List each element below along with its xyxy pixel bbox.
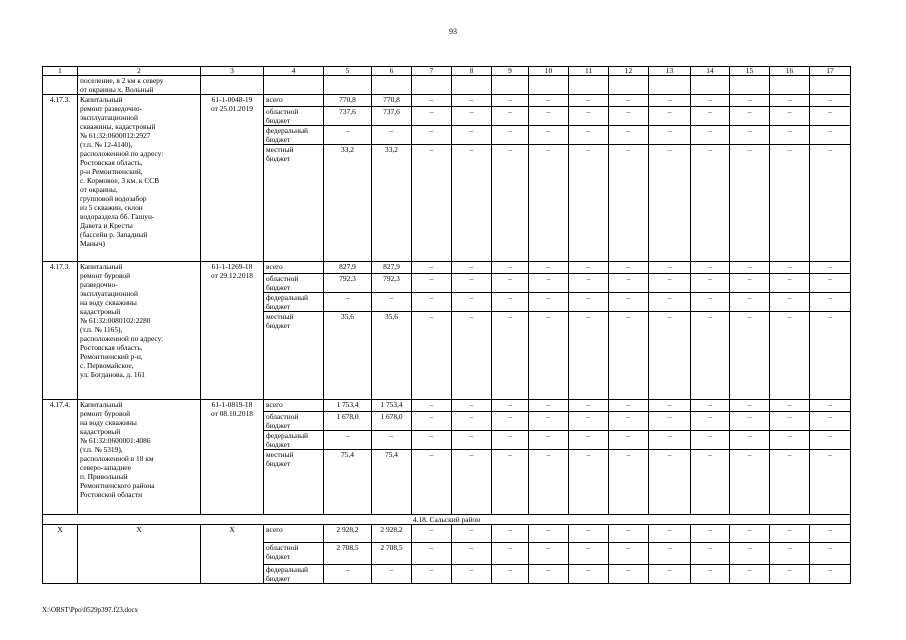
value-col8: –	[452, 400, 492, 412]
value-col9: –	[492, 293, 529, 312]
value-col6: 75,4	[372, 450, 412, 515]
summary-mark: Х	[43, 525, 78, 584]
column-number: 8	[452, 67, 492, 76]
section-row	[43, 515, 851, 525]
cell-empty	[529, 76, 569, 95]
value-col12: –	[609, 543, 649, 565]
value-col6: 1 753,4	[372, 400, 412, 412]
value-col9: –	[492, 431, 529, 450]
value-col10: –	[529, 400, 569, 412]
value-col14: –	[691, 126, 730, 145]
value-col8: –	[452, 431, 492, 450]
value-col6: 770,8	[372, 95, 412, 107]
footer-file-path: X:\ORST\Ppo\0529p397.f23.docx	[42, 606, 139, 614]
value-col5: 33,2	[324, 145, 372, 262]
table-row	[43, 400, 851, 412]
column-number: 13	[649, 67, 691, 76]
funding-source: федеральный бюджет	[264, 431, 324, 450]
value-col5: 827,9	[324, 262, 372, 274]
value-col17: –	[810, 293, 851, 312]
funding-source: федеральный бюджет	[264, 565, 324, 584]
value-col7: –	[412, 107, 452, 126]
funding-source: областной бюджет	[264, 412, 324, 431]
value-col14: –	[691, 107, 730, 126]
value-col8: –	[452, 126, 492, 145]
funding-source: областной бюджет	[264, 543, 324, 565]
value-col15: –	[730, 274, 770, 293]
value-col13: –	[649, 400, 691, 412]
value-col17: –	[810, 450, 851, 515]
funding-source: областной бюджет	[264, 107, 324, 126]
value-col12: –	[609, 293, 649, 312]
value-col9: –	[492, 412, 529, 431]
value-col14: –	[691, 262, 730, 274]
value-col13: –	[649, 312, 691, 400]
page-number: 93	[449, 27, 457, 36]
value-col9: –	[492, 525, 529, 543]
value-col7: –	[412, 312, 452, 400]
value-col7: –	[412, 412, 452, 431]
value-col10: –	[529, 412, 569, 431]
value-col8: –	[452, 543, 492, 565]
value-col8: –	[452, 145, 492, 262]
value-col8: –	[452, 450, 492, 515]
cell-empty	[691, 76, 730, 95]
value-col11: –	[569, 412, 609, 431]
value-col6: –	[372, 293, 412, 312]
cell-empty	[649, 76, 691, 95]
value-col14: –	[691, 450, 730, 515]
value-col17: –	[810, 565, 851, 584]
value-col7: –	[412, 126, 452, 145]
object-number: 4.17.3.	[43, 262, 78, 400]
value-col8: –	[452, 565, 492, 584]
column-number: 5	[324, 67, 372, 76]
value-col14: –	[691, 400, 730, 412]
value-col17: –	[810, 126, 851, 145]
value-col11: –	[569, 450, 609, 515]
value-col15: –	[730, 543, 770, 565]
value-col9: –	[492, 565, 529, 584]
value-col8: –	[452, 274, 492, 293]
summary-mark: Х	[201, 525, 264, 584]
value-col12: –	[609, 274, 649, 293]
value-col11: –	[569, 431, 609, 450]
value-col16: –	[770, 95, 810, 107]
value-col17: –	[810, 262, 851, 274]
value-col8: –	[452, 95, 492, 107]
value-col16: –	[770, 400, 810, 412]
value-col17: –	[810, 95, 851, 107]
value-col14: –	[691, 412, 730, 431]
object-number: 4.17.3.	[43, 95, 78, 262]
value-col6: –	[372, 431, 412, 450]
column-number: 14	[691, 67, 730, 76]
value-col12: –	[609, 262, 649, 274]
value-col13: –	[649, 412, 691, 431]
value-col6: –	[372, 126, 412, 145]
value-col12: –	[609, 126, 649, 145]
value-col5: 2 928,2	[324, 525, 372, 543]
column-number: 11	[569, 67, 609, 76]
section-title: 4.18. Сальский район	[43, 515, 851, 525]
value-col9: –	[492, 107, 529, 126]
value-col16: –	[770, 126, 810, 145]
value-col10: –	[529, 450, 569, 515]
cell-empty	[324, 76, 372, 95]
value-col7: –	[412, 262, 452, 274]
value-col13: –	[649, 107, 691, 126]
financing-table	[42, 66, 851, 584]
value-col15: –	[730, 450, 770, 515]
value-col9: –	[492, 145, 529, 262]
value-col16: –	[770, 107, 810, 126]
value-col5: 792,3	[324, 274, 372, 293]
value-col8: –	[452, 312, 492, 400]
value-col6: 1 678,0	[372, 412, 412, 431]
value-col5: –	[324, 293, 372, 312]
cell-empty	[770, 76, 810, 95]
value-col11: –	[569, 543, 609, 565]
value-col10: –	[529, 565, 569, 584]
value-col9: –	[492, 312, 529, 400]
value-col5: 770,8	[324, 95, 372, 107]
value-col11: –	[569, 95, 609, 107]
value-col7: –	[412, 431, 452, 450]
value-col15: –	[730, 431, 770, 450]
value-col5: 1 678,0	[324, 412, 372, 431]
value-col9: –	[492, 450, 529, 515]
column-number: 7	[412, 67, 452, 76]
column-number: 4	[264, 67, 324, 76]
value-col10: –	[529, 95, 569, 107]
value-col13: –	[649, 274, 691, 293]
column-number: 9	[492, 67, 529, 76]
cell-empty	[412, 76, 452, 95]
value-col16: –	[770, 145, 810, 262]
value-col7: –	[412, 543, 452, 565]
value-col13: –	[649, 126, 691, 145]
value-col14: –	[691, 145, 730, 262]
value-col15: –	[730, 412, 770, 431]
value-col13: –	[649, 450, 691, 515]
value-col8: –	[452, 262, 492, 274]
value-col16: –	[770, 450, 810, 515]
table-row	[43, 525, 851, 543]
column-number: 16	[770, 67, 810, 76]
value-col6: 2 708,5	[372, 543, 412, 565]
cell-empty	[492, 76, 529, 95]
value-col8: –	[452, 525, 492, 543]
object-code: 61-1-1269-18 от 29.12.2018	[201, 262, 264, 400]
value-col5: –	[324, 431, 372, 450]
value-col12: –	[609, 312, 649, 400]
value-col15: –	[730, 312, 770, 400]
table-row	[43, 95, 851, 107]
funding-source: федеральный бюджет	[264, 126, 324, 145]
value-col16: –	[770, 543, 810, 565]
funding-source: федеральный бюджет	[264, 293, 324, 312]
value-col15: –	[730, 400, 770, 412]
object-code: 61-1-0048-19 от 25.01.2019	[201, 95, 264, 262]
value-col14: –	[691, 274, 730, 293]
funding-source: всего	[264, 95, 324, 107]
summary-mark: Х	[78, 525, 201, 584]
value-col13: –	[649, 145, 691, 262]
value-col15: –	[730, 145, 770, 262]
value-col11: –	[569, 293, 609, 312]
value-col7: –	[412, 400, 452, 412]
value-col11: –	[569, 107, 609, 126]
table-row	[43, 262, 851, 274]
funding-source: местный бюджет	[264, 450, 324, 515]
value-col6: 35,6	[372, 312, 412, 400]
value-col12: –	[609, 431, 649, 450]
value-col5: –	[324, 126, 372, 145]
value-col14: –	[691, 565, 730, 584]
value-col10: –	[529, 312, 569, 400]
funding-source: всего	[264, 400, 324, 412]
value-col10: –	[529, 262, 569, 274]
value-col17: –	[810, 145, 851, 262]
column-number: 17	[810, 67, 851, 76]
column-number: 3	[201, 67, 264, 76]
funding-source: всего	[264, 525, 324, 543]
value-col14: –	[691, 543, 730, 565]
value-col7: –	[412, 293, 452, 312]
value-col11: –	[569, 274, 609, 293]
funding-source: всего	[264, 262, 324, 274]
continuation-row	[43, 76, 851, 95]
value-col15: –	[730, 525, 770, 543]
column-number: 1	[43, 67, 78, 76]
value-col8: –	[452, 293, 492, 312]
value-col16: –	[770, 412, 810, 431]
value-col5: –	[324, 565, 372, 584]
value-col13: –	[649, 431, 691, 450]
value-col5: 35,6	[324, 312, 372, 400]
value-col5: 75,4	[324, 450, 372, 515]
funding-source: местный бюджет	[264, 145, 324, 262]
value-col14: –	[691, 525, 730, 543]
cell-empty	[810, 76, 851, 95]
column-number: 10	[529, 67, 569, 76]
value-col12: –	[609, 400, 649, 412]
cell-empty	[372, 76, 412, 95]
value-col11: –	[569, 126, 609, 145]
value-col15: –	[730, 107, 770, 126]
value-col12: –	[609, 412, 649, 431]
value-col16: –	[770, 565, 810, 584]
value-col8: –	[452, 412, 492, 431]
value-col10: –	[529, 431, 569, 450]
value-col10: –	[529, 543, 569, 565]
value-col9: –	[492, 274, 529, 293]
value-col12: –	[609, 450, 649, 515]
value-col10: –	[529, 525, 569, 543]
value-col9: –	[492, 262, 529, 274]
value-col15: –	[730, 293, 770, 312]
value-col11: –	[569, 400, 609, 412]
value-col6: 33,2	[372, 145, 412, 262]
value-col12: –	[609, 565, 649, 584]
cell-empty	[569, 76, 609, 95]
value-col8: –	[452, 107, 492, 126]
value-col11: –	[569, 312, 609, 400]
value-col13: –	[649, 565, 691, 584]
cell-empty	[452, 76, 492, 95]
value-col6: 827,9	[372, 262, 412, 274]
value-col11: –	[569, 262, 609, 274]
value-col12: –	[609, 95, 649, 107]
value-col7: –	[412, 145, 452, 262]
value-col6: 2 928,2	[372, 525, 412, 543]
value-col13: –	[649, 95, 691, 107]
value-col11: –	[569, 565, 609, 584]
funding-source: областной бюджет	[264, 274, 324, 293]
column-number: 6	[372, 67, 412, 76]
value-col5: 737,6	[324, 107, 372, 126]
value-col14: –	[691, 95, 730, 107]
value-col6: –	[372, 565, 412, 584]
value-col17: –	[810, 400, 851, 412]
value-col13: –	[649, 543, 691, 565]
cell-empty	[43, 76, 78, 95]
table-body	[43, 67, 851, 584]
value-col16: –	[770, 312, 810, 400]
value-col10: –	[529, 274, 569, 293]
value-col16: –	[770, 293, 810, 312]
value-col13: –	[649, 525, 691, 543]
column-number-row	[43, 67, 851, 76]
value-col9: –	[492, 543, 529, 565]
object-description: Капитальный ремонт разведочно- эксплуатационной скважины, кадастровый № 61:32:0600012:2927 (т.п. № 12-4140), расположенной по адресу: Ростовская область, р-н Ремонтненский, с. Кормовое, 3 км. к ССВ от окраины, групповой водозабор из 5 скважин, склон водораздела бб. Гашун- Давета и Кресты (бассейн р. Западный Маныч)	[78, 95, 201, 262]
value-col17: –	[810, 312, 851, 400]
value-col10: –	[529, 293, 569, 312]
cell-empty	[730, 76, 770, 95]
value-col14: –	[691, 312, 730, 400]
value-col16: –	[770, 274, 810, 293]
value-col15: –	[730, 262, 770, 274]
value-col11: –	[569, 145, 609, 262]
value-col7: –	[412, 95, 452, 107]
cell-empty	[201, 76, 264, 95]
value-col7: –	[412, 450, 452, 515]
cell-empty	[264, 76, 324, 95]
value-col9: –	[492, 400, 529, 412]
value-col9: –	[492, 126, 529, 145]
value-col15: –	[730, 126, 770, 145]
value-col17: –	[810, 274, 851, 293]
object-description: Капитальный ремонт буровой разведочно- эксплуатационной на воду скважины кадастровый № 61:32:0080102:2280 (т.п. № 1165), расположенной по адресу: Ростовская область, Ремонтненский р-н, с. Первомайское, ул. Богданова, д. 161	[78, 262, 201, 400]
value-col13: –	[649, 293, 691, 312]
value-col5: 1 753,4	[324, 400, 372, 412]
value-col7: –	[412, 565, 452, 584]
value-col11: –	[569, 525, 609, 543]
value-col16: –	[770, 525, 810, 543]
value-col14: –	[691, 431, 730, 450]
continuation-text: поселение, в 2 км к северу от окраины х. Вольный	[78, 76, 201, 95]
value-col16: –	[770, 431, 810, 450]
value-col9: –	[492, 95, 529, 107]
value-col17: –	[810, 525, 851, 543]
column-number: 2	[78, 67, 201, 76]
value-col17: –	[810, 107, 851, 126]
value-col5: 2 708,5	[324, 543, 372, 565]
value-col12: –	[609, 525, 649, 543]
value-col17: –	[810, 431, 851, 450]
value-col17: –	[810, 543, 851, 565]
value-col13: –	[649, 262, 691, 274]
value-col7: –	[412, 525, 452, 543]
value-col6: 792,3	[372, 274, 412, 293]
column-number: 12	[609, 67, 649, 76]
cell-empty	[609, 76, 649, 95]
object-description: Капитальный ремонт буровой на воду скважины кадастровый № 61:32:0600001:4086 (т.п. № 5319), расположенной в 18 км северо-западнее п. Привольный Ремонтненского района Ростовской области	[78, 400, 201, 515]
value-col10: –	[529, 145, 569, 262]
object-number: 4.17.4.	[43, 400, 78, 515]
value-col6: 737,6	[372, 107, 412, 126]
value-col7: –	[412, 274, 452, 293]
value-col14: –	[691, 293, 730, 312]
value-col10: –	[529, 107, 569, 126]
value-col12: –	[609, 107, 649, 126]
object-code: 61-1-0819-18 от 08.10.2018	[201, 400, 264, 515]
value-col16: –	[770, 262, 810, 274]
value-col15: –	[730, 565, 770, 584]
value-col10: –	[529, 126, 569, 145]
value-col17: –	[810, 412, 851, 431]
column-number: 15	[730, 67, 770, 76]
funding-source: местный бюджет	[264, 312, 324, 400]
value-col15: –	[730, 95, 770, 107]
value-col12: –	[609, 145, 649, 262]
